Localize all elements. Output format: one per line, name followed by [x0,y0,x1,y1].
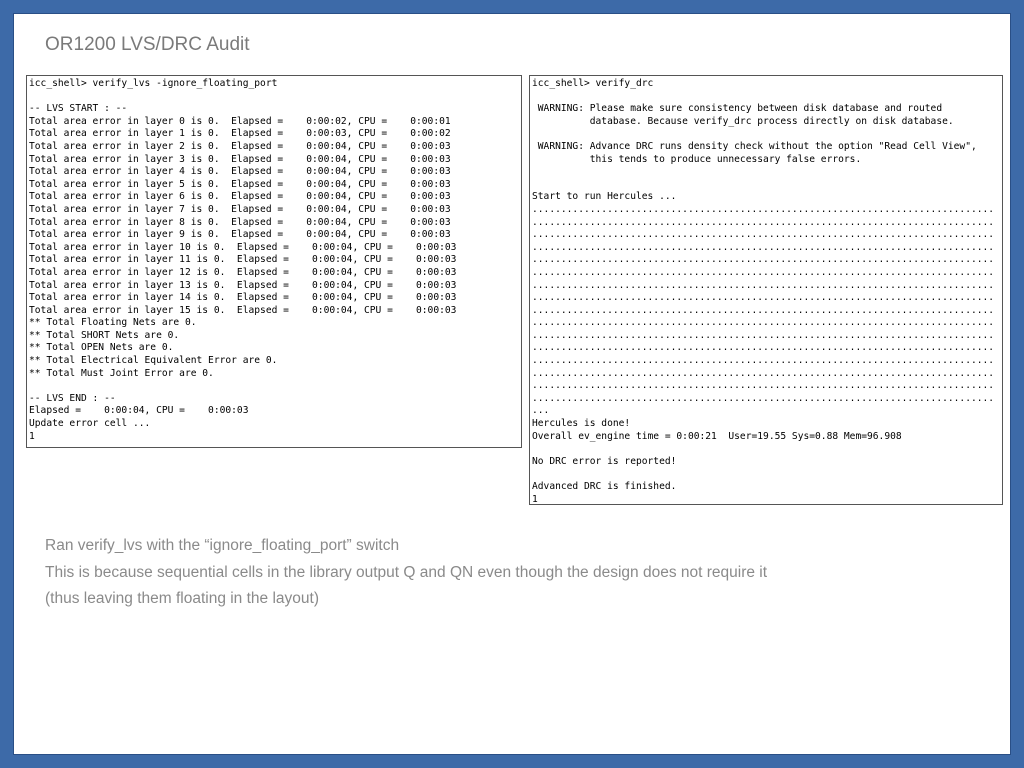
drc-terminal-line: Hercules is done! [532,418,631,430]
slide-body-text [45,533,767,613]
lvs-terminal-line: Total area error in layer 15 is 0. Elapsed = 0:00:04, CPU = 0:00:03 [29,304,457,316]
drc-terminal-line: ................................................................................ [532,329,995,341]
body-text-line: (thus leaving them floating in the layout) [45,590,319,607]
drc-terminal-line: ................................................................................ [532,380,995,392]
drc-terminal-line: 1 [532,493,538,505]
lvs-terminal-line: Total area error in layer 10 is 0. Elapsed = 0:00:04, CPU = 0:00:03 [29,241,457,253]
lvs-terminal-line [29,91,519,104]
drc-terminal-line [532,468,1000,481]
lvs-terminal-line: Total area error in layer 6 is 0. Elapsed = 0:00:04, CPU = 0:00:03 [29,191,451,203]
lvs-terminal-line [29,380,519,393]
body-text-line: This is because sequential cells in the library output Q and QN even though the design does not require it [45,563,768,581]
lvs-terminal-line: Total area error in layer 1 is 0. Elapsed = 0:00:03, CPU = 0:00:02 [29,128,451,140]
lvs-terminal-line: Total area error in layer 3 is 0. Elapsed = 0:00:04, CPU = 0:00:03 [29,153,451,165]
drc-terminal-line: ................................................................................ [532,216,995,228]
drc-terminal-line: ................................................................................ [532,279,995,291]
drc-terminal-line: database. Because verify_drc process directly on disk database. [532,115,954,127]
lvs-terminal-line: Total area error in layer 12 is 0. Elapsed = 0:00:04, CPU = 0:00:03 [29,266,457,278]
drc-terminal-line [532,179,1000,192]
drc-terminal-line: WARNING: Advance DRC runs density check without the option "Read Cell View", [532,140,977,152]
drc-terminal-line: ................................................................................ [532,254,995,266]
lvs-terminal-line: Total area error in layer 11 is 0. Elapsed = 0:00:04, CPU = 0:00:03 [29,254,457,266]
drc-terminal-line: ................................................................................ [532,292,995,304]
drc-terminal-line [532,128,1000,141]
lvs-terminal-line: Total area error in layer 2 is 0. Elapsed = 0:00:04, CPU = 0:00:03 [29,140,451,152]
lvs-terminal-line: Total area error in layer 5 is 0. Elapsed = 0:00:04, CPU = 0:00:03 [29,178,451,190]
lvs-terminal-line: Total area error in layer 13 is 0. Elapsed = 0:00:04, CPU = 0:00:03 [29,279,457,291]
lvs-terminal-line: Total area error in layer 14 is 0. Elapsed = 0:00:04, CPU = 0:00:03 [29,292,457,304]
slide-canvas [13,13,1011,755]
drc-terminal-line: ... [532,405,550,417]
drc-terminal-line [532,166,1000,179]
drc-terminal-line: icc_shell> verify_drc [532,78,654,89]
lvs-terminal-line: Total area error in layer 4 is 0. Elapsed = 0:00:04, CPU = 0:00:03 [29,166,451,178]
lvs-terminal-line: Elapsed = 0:00:04, CPU = 0:00:03 [29,405,249,417]
drc-terminal-line: No DRC error is reported! [532,455,677,467]
drc-terminal-line: ................................................................................ [532,266,995,278]
body-text-line: Ran verify_lvs with the “ignore_floating_port” switch [45,537,400,554]
lvs-terminal-line: Total area error in layer 9 is 0. Elapsed = 0:00:04, CPU = 0:00:03 [29,229,451,241]
lvs-terminal-line: ** Total Electrical Equivalent Error are 0. [29,355,278,367]
lvs-terminal-line: Update error cell ... [29,418,151,430]
lvs-terminal-line: 1 [29,430,35,442]
drc-terminal-line: ................................................................................ [532,392,995,404]
drc-terminal-line: ................................................................................ [532,367,995,379]
drc-terminal-line: WARNING: Please make sure consistency between disk database and routed [532,103,943,115]
lvs-terminal-line: -- LVS END : -- [29,392,116,404]
drc-terminal-line: ................................................................................ [532,355,995,367]
lvs-terminal-line: ** Total OPEN Nets are 0. [29,342,174,354]
drc-terminal-line [532,443,1000,456]
lvs-terminal-screenshot [26,75,522,448]
drc-terminal-line: Advanced DRC is finished. [532,481,677,492]
lvs-terminal-line: Total area error in layer 8 is 0. Elapsed = 0:00:04, CPU = 0:00:03 [29,216,451,228]
lvs-terminal-line: ** Total Floating Nets are 0. [29,317,197,329]
drc-terminal-line: ................................................................................ [532,241,995,253]
drc-terminal-screenshot [529,75,1003,505]
drc-terminal-line: this tends to produce unnecessary false errors. [532,153,862,165]
drc-terminal-line: Start to run Hercules ... [532,191,677,203]
drc-terminal-line: Overall ev_engine time = 0:00:21 User=19.55 Sys=0.88 Mem=96.908 [532,430,902,442]
drc-terminal-line: ................................................................................ [532,229,995,241]
lvs-terminal-line: -- LVS START : -- [29,103,128,115]
drc-terminal-line [532,91,1000,104]
drc-terminal-line: ................................................................................ [532,317,995,329]
drc-terminal-line: ................................................................................ [532,304,995,316]
slide-title: OR1200 LVS/DRC Audit [45,34,250,55]
drc-terminal-line: ................................................................................ [532,203,995,215]
lvs-terminal-line: icc_shell> verify_lvs -ignore_floating_port [29,78,278,89]
lvs-terminal-line: Total area error in layer 7 is 0. Elapsed = 0:00:04, CPU = 0:00:03 [29,203,451,215]
lvs-terminal-line: Total area error in layer 0 is 0. Elapsed = 0:00:02, CPU = 0:00:01 [29,115,451,127]
lvs-terminal-line: ** Total SHORT Nets are 0. [29,329,180,341]
drc-terminal-line: ................................................................................ [532,342,995,354]
lvs-terminal-line: ** Total Must Joint Error are 0. [29,367,214,379]
